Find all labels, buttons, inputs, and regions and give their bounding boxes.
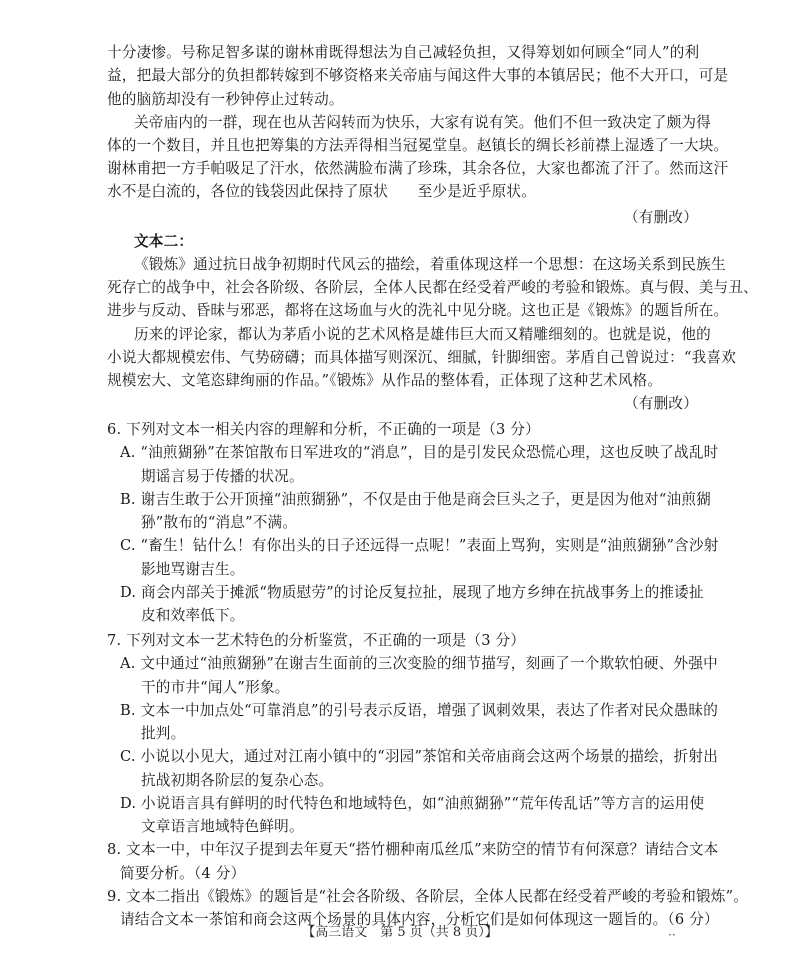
passage1-line: 谢林甫把一方手帕吸足了汗水，依然满脸布满了珍珠，其余各位，大家也都流了汗了。然而这汗 — [107, 160, 729, 178]
question-6-option-b-cont: 狲”散布的“消息”不满。 — [141, 514, 298, 532]
question-7-option-d-cont: 文章语言地域特色鲜明。 — [141, 818, 304, 835]
question-9-stem: 9. 文本二指出《锻炼》的题旨是“社会各阶级、各阶层，全体人民都在经受着严峻的考验和锻炼”。 — [107, 887, 749, 905]
passage1-line: 关帝庙内的一群，现在也从苦闷转而为快乐，大家有说有笑。他们不但一致决定了颇为得 — [134, 113, 711, 131]
question-6-option-d-cont: 皮和效率低下。 — [141, 607, 245, 625]
passage2-line: 死存亡的战争中，社会各阶级、各阶层，全体人民都在经受着严峻的考验和锻炼。真与假、美与丑、 — [107, 279, 758, 297]
passage2-line: 《锻炼》通过抗日战争初期时代风云的描绘，着重体现这样一个思想：在这场关系到民族生 — [134, 255, 726, 273]
passage1-line: 水不是白流的，各位的钱袋因此保持了原状 至少是近乎原状。 — [107, 183, 537, 201]
passage1-source: （有删改） — [624, 209, 698, 227]
page-footer: 【高三语文 第 5 页（共 8 页）】 — [302, 925, 498, 940]
passage2-source: （有删改） — [624, 395, 698, 413]
passage2-line: 进步与反动、昏昧与邪恶，都将在这场血与火的洗礼中见分晓。这也正是《锻炼》的题旨所在。 — [107, 302, 729, 320]
question-8-stem: 8. 文本一中，中年汉子提到去年夏天“搭竹棚种南瓜丝瓜”来防空的情节有何深意？请结合文本 — [107, 841, 719, 859]
passage1-line: 体的一个数目，并且也把筹集的方法弄得相当冠冕堂皇。赵镇长的绸长衫前襟上湿透了一大块。 — [107, 137, 729, 154]
passage1-line: 益，把最大部分的负担都转嫁到不够资格来关帝庙与闻这件大事的本镇居民；他不大开口，可是 — [107, 67, 729, 85]
question-8-stem-cont: 简要分析。（4 分） — [120, 864, 246, 882]
question-7-option-b-cont: 批判。 — [141, 725, 186, 743]
question-6-option-a: A. “油煎猢狲”在茶馆散布日军进攻的“消息”，目的是引发民众恐慌心理，这也反映了战乱时 — [120, 444, 719, 462]
passage2-line: 规模宏大、文笔恣肆绚丽的作品。”《锻炼》从作品的整体看，正体现了这种艺术风格。 — [107, 372, 663, 389]
question-6-option-c: C. “畜生！钻什么！有你出头的日子还远得一点呢！”表面上骂狗，实则是“油煎猢狲”含沙射 — [120, 537, 719, 555]
question-6-stem: 6. 下列对文本一相关内容的理解和分析，不正确的一项是（3 分） — [107, 421, 540, 439]
passage1-line: 十分凄惨。号称足智多谋的谢林甫既得想法为自己减轻负担，又得筹划如何顾全“同人”的利 — [107, 44, 700, 61]
question-9-stem-cont: 请结合文本一茶馆和商会这两个场景的具体内容，分析它们是如何体现这一题旨的。（6 分） — [120, 911, 719, 928]
question-7-option-a: A. 文中通过“油煎猢狲”在谢吉生面前的三次变脸的细节描写，刻画了一个欺软怕硬、外强中 — [120, 655, 718, 673]
question-7-option-a-cont: 干的市井“闻人”形象。 — [141, 678, 290, 696]
question-7-stem: 7. 下列对文本一艺术特色的分析鉴赏，不正确的一项是（3 分） — [107, 632, 526, 650]
question-6-option-b: B. 谢吉生敢于公开顶撞“油煎猢狲”，不仅是由于他是商会巨头之子，更是因为他对“油煎猢 — [120, 490, 711, 508]
question-6-option-a-cont: 期谣言易于传播的状况。 — [141, 467, 304, 485]
question-6-option-c-cont: 影地骂谢吉生。 — [141, 560, 245, 578]
corner-mark: ·· — [668, 928, 676, 942]
question-7-option-d: D. 小说语言具有鲜明的时代特色和地域特色，如“油煎猢狲”“荒年传乱话”等方言的运用使 — [120, 794, 705, 812]
question-7-option-c-cont: 抗战初期各阶层的复杂心态。 — [141, 771, 334, 789]
question-7-option-b: B. 文本一中加点处“可靠消息”的引号表示反语，增强了讽刺效果，表达了作者对民众愚昧的 — [120, 701, 719, 719]
question-6-option-d: D. 商会内部关于摊派“物质慰劳”的讨论反复拉扯，展现了地方乡绅在抗战事务上的推诿扯 — [120, 583, 704, 601]
passage2-line: 小说大都规模宏伟、气势磅礴；而具体描写则深沉、细腻，针脚细密。茅盾自己曾说过：“我喜欢 — [107, 348, 737, 366]
passage2-line: 历来的评论家，都认为茅盾小说的艺术风格是雄伟巨大而又精雕细刻的。也就是说，他的 — [134, 325, 711, 343]
passage2-heading: 文本二： — [134, 232, 194, 250]
passage1-line: 他的脑筋却没有一秒钟停止过转动。 — [107, 90, 344, 108]
question-7-option-c: C. 小说以小见大，通过对江南小镇中的“羽园”茶馆和关帝庙商会这两个场景的描绘，折射出 — [120, 748, 719, 766]
